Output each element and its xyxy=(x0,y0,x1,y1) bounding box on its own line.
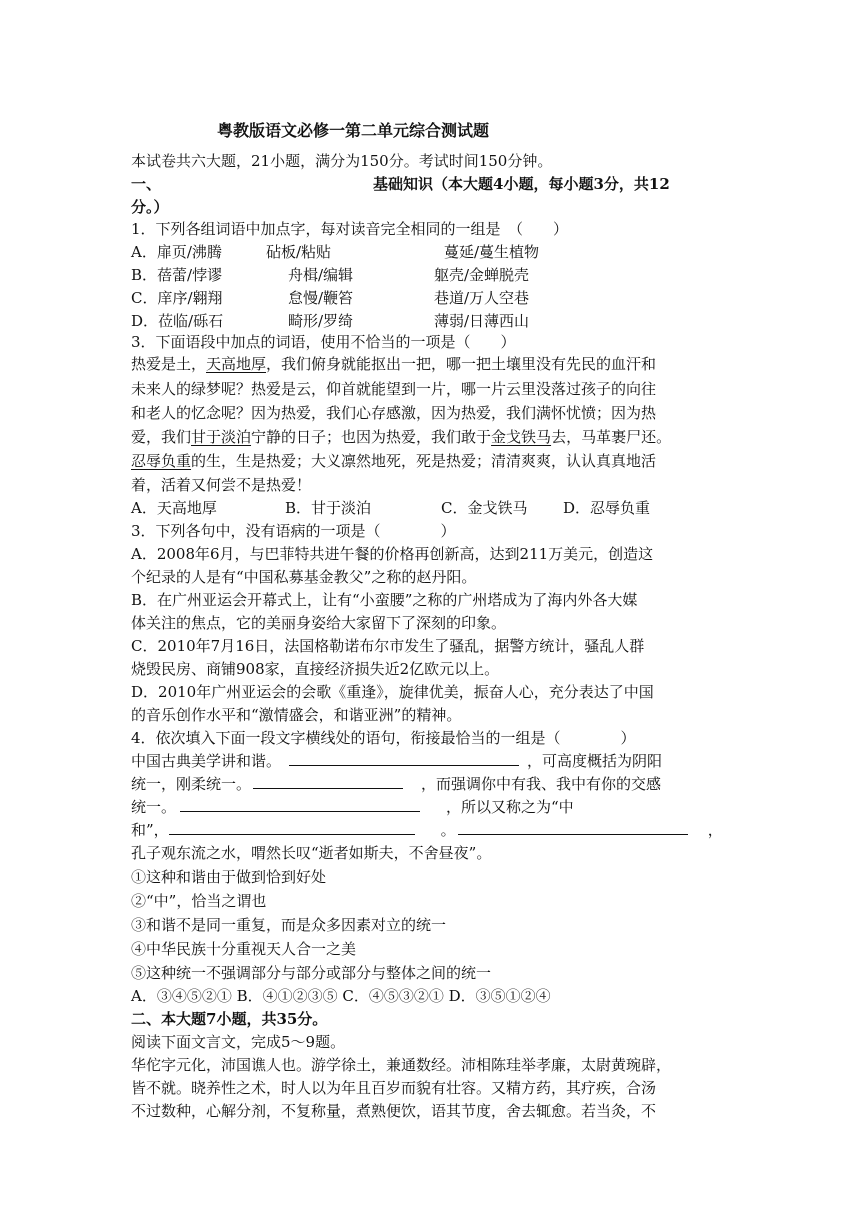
q4-item: ④中华民族十分重视天人合一之美 xyxy=(131,940,357,958)
q3-stem: 3．下列各句中，没有语病的一项是（ ） xyxy=(131,522,456,540)
q2-underlined-term: 甘于淡泊 xyxy=(191,428,252,446)
q1-d-1: D．莅临/砾石 xyxy=(131,312,224,330)
q3-option-b: B．在广州亚运会开幕式上，让有“小蛮腰”之称的广州塔成为了海内外各大媒 xyxy=(131,591,638,609)
q2-stem: 3．下面语段中加点的词语，使用不恰当的一项是（ ） xyxy=(131,333,516,351)
passage-line: 华佗字元化，沛国谯人也。游学徐土，兼通数经。沛相陈珪举孝廉，太尉黄琬辟， xyxy=(131,1056,672,1074)
q1-d-3: 薄弱/日薄西山 xyxy=(434,312,530,330)
q2-passage-line: 着，活着又何尝不是热爱！ xyxy=(131,476,312,494)
page-title: 粤教版语文必修一第二单元综合测试题 xyxy=(217,121,490,140)
q1-a-2: 砧板/粘贴 xyxy=(266,243,332,261)
q1-d-2: 畸形/罗绮 xyxy=(288,312,354,330)
q2-underlined-term: 天高地厚 xyxy=(206,355,267,373)
passage-line: 皆不就。晓养性之术，时人以为年且百岁而貌有壮容。又精方药，其疗疾，合汤 xyxy=(131,1079,657,1097)
section1-number: 一、 xyxy=(131,175,162,193)
q1-option-d xyxy=(131,310,530,332)
fill-blank[interactable] xyxy=(289,751,519,766)
q2-underlined-term: 金戈铁马 xyxy=(491,428,552,446)
q2-text: 爱，我们 xyxy=(131,428,192,446)
q4-line xyxy=(131,819,723,841)
q1-b-2: 舟楫/编辑 xyxy=(288,266,354,284)
q1-option-b xyxy=(131,264,530,286)
q4-text: 统一，刚柔统一。 xyxy=(131,775,252,793)
q1-c-2: 怠慢/鞭笞 xyxy=(288,289,354,307)
q4-item: ②“中”，恰当之谓也 xyxy=(131,892,267,910)
q4-text: ，而强调你中有我、我中有你的交感 xyxy=(421,775,662,793)
q3-option-a-cont: 个纪录的人是有“中国私募基金教父”之称的赵丹阳。 xyxy=(131,568,477,586)
q4-text: 。 xyxy=(440,821,456,839)
section1-heading xyxy=(131,173,670,195)
q4-text: 统一。 xyxy=(131,798,177,816)
q1-option-c xyxy=(131,287,530,309)
section2-instruction: 阅读下面文言文，完成5～9题。 xyxy=(131,1033,346,1051)
q2-option-b: B．甘于淡泊 xyxy=(285,499,372,517)
q4-text: ， xyxy=(707,821,723,839)
q2-text: 去，马革裹尸还。 xyxy=(551,428,672,446)
q3-option-d: D．2010年广州亚运会的会歌《重逢》，旋律优美，振奋人心，充分表达了中国 xyxy=(131,683,654,701)
passage-line: 不过数种，心解分剂，不复称量，煮熟便饮，语其节度，舍去辄愈。若当灸，不 xyxy=(131,1102,657,1120)
q4-item: ①这种和谐由于做到恰到好处 xyxy=(131,868,327,886)
q2-passage-line xyxy=(131,426,671,448)
q2-option-a: A．天高地厚 xyxy=(131,499,217,517)
q4-item: ⑤这种统一不强调部分与部分或部分与整体之间的统一 xyxy=(131,964,492,982)
q1-b-1: B．蓓蕾/悖谬 xyxy=(131,266,223,284)
fill-blank[interactable] xyxy=(458,820,688,835)
exam-intro: 本试卷共六大题，21小题，满分为150分。考试时间150分钟。 xyxy=(131,152,553,170)
fill-blank[interactable] xyxy=(169,820,415,835)
q3-option-b-cont: 体关注的焦点，它的美丽身姿给大家留下了深刻的印象。 xyxy=(131,614,507,632)
q3-option-c: C．2010年7月16日，法国格勒诺布尔市发生了骚乱，据警方统计，骚乱人群 xyxy=(131,637,645,655)
q1-c-1: C．庠序/翱翔 xyxy=(131,289,223,307)
section1-heading-text: 基础知识（本大题4小题，每小题3分，共12 xyxy=(373,175,670,193)
q2-underlined-term: 忍辱负重 xyxy=(131,452,192,470)
q3-option-d-cont: 的音乐创作水平和“激情盛会，和谐亚洲”的精神。 xyxy=(131,706,462,724)
q4-options: A．③④⑤②① B．④①②③⑤ C．④⑤③②① D．③⑤①②④ xyxy=(131,987,551,1005)
q2-option-d: D．忍辱负重 xyxy=(563,499,651,517)
fill-blank[interactable] xyxy=(180,797,420,812)
q2-option-c: C．金戈铁马 xyxy=(441,499,528,517)
q4-line: 孔子观东流之水，喟然长叹“逝者如斯夫，不舍昼夜”。 xyxy=(131,844,492,862)
q4-text: 和”， xyxy=(131,821,169,839)
section2-heading: 二、本大题7小题，共35分。 xyxy=(131,1010,328,1028)
q2-passage-line xyxy=(131,353,656,375)
q2-passage-line xyxy=(131,450,656,472)
q2-passage-line: 和老人的忆念呢？因为热爱，我们心存感激，因为热爱，我们满怀忧愤；因为热 xyxy=(131,404,657,422)
q2-text: 宁静的日子；也因为热爱，我们敢于 xyxy=(251,428,492,446)
q4-stem: 4．依次填入下面一段文字横线处的语句，衔接最恰当的一组是（ ） xyxy=(131,729,636,747)
q1-a-3: 蔓延/蔓生植物 xyxy=(444,243,540,261)
q2-text: 热爱是土， xyxy=(131,355,207,373)
q1-c-3: 巷道/万人空巷 xyxy=(434,289,530,307)
q1-stem: 1．下列各组词语中加点字，每对读音完全相同的一组是 （ ） xyxy=(131,220,569,238)
q2-passage-line: 未来人的绿梦呢？热爱是云，仰首就能望到一片，哪一片云里没落过孩子的向往 xyxy=(131,380,657,398)
q2-options xyxy=(131,497,651,519)
q4-text: ，所以又称之为“中 xyxy=(446,798,574,816)
q4-text: ，可高度概括为阴阳 xyxy=(527,752,663,770)
q1-a-1: A．扉页/沸腾 xyxy=(131,243,222,261)
q4-text: 中国古典美学讲和谐。 xyxy=(131,752,282,770)
q4-line xyxy=(131,750,662,772)
q4-line xyxy=(131,796,574,818)
q2-text: ，我们俯身就能抠出一把，哪一把土壤里没有先民的血汗和 xyxy=(266,355,657,373)
q1-option-a xyxy=(131,241,540,263)
section1-heading-cont: 分。） xyxy=(131,198,169,216)
fill-blank[interactable] xyxy=(253,774,403,789)
q4-item: ③和谐不是同一重复，而是众多因素对立的统一 xyxy=(131,916,447,934)
q3-option-a: A．2008年6月，与巴菲特共进午餐的价格再创新高，达到211万美元，创造这 xyxy=(131,545,654,563)
q2-text: 的生，生是热爱；大义凛然地死，死是热爱；清清爽爽，认认真真地活 xyxy=(191,452,657,470)
q1-b-3: 躯壳/金蝉脱壳 xyxy=(434,266,530,284)
q3-option-c-cont: 烧毁民房、商铺908家，直接经济损失近2亿欧元以上。 xyxy=(131,660,500,678)
q4-line xyxy=(131,773,661,795)
